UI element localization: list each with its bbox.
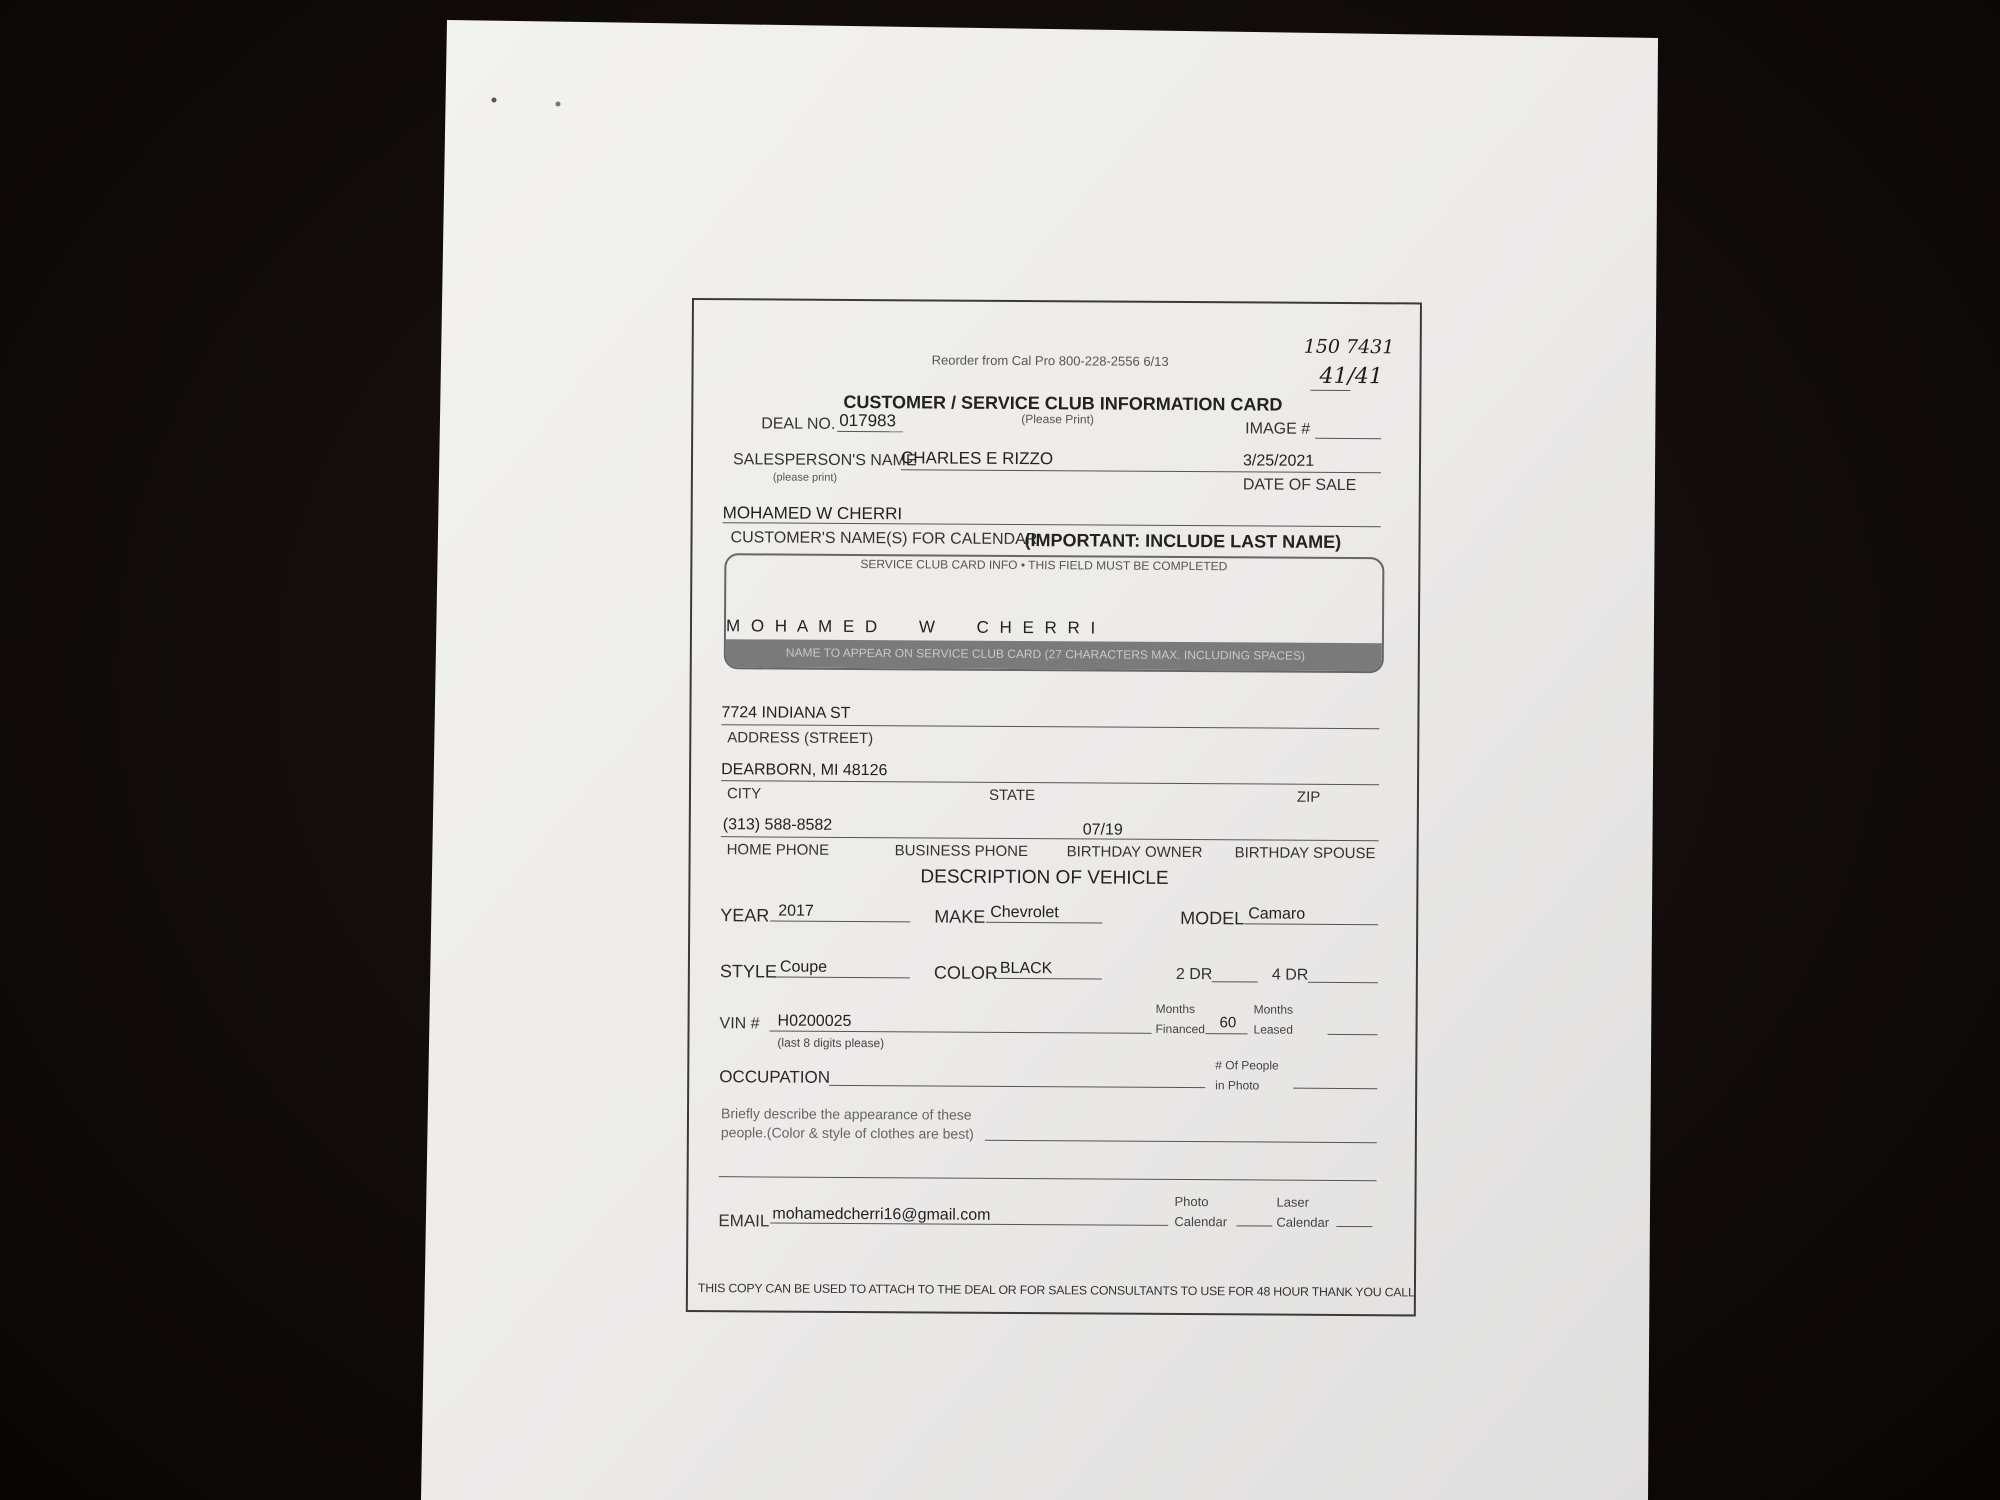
underline [1293,1088,1377,1090]
service-club-bar-text: NAME TO APPEAR ON SERVICE CLUB CARD (27 CHARACTERS MAX. INCLUDING SPACES) [785,645,1306,663]
salesperson-value: CHARLES E RIZZO [900,448,1054,469]
months-financed-label: Months [1155,1001,1196,1017]
model-label: MODEL [1180,907,1245,929]
underline [837,431,903,432]
underline [1310,390,1350,391]
underline [1244,923,1378,925]
underline [1206,1033,1248,1034]
underline [770,1222,1168,1225]
underline [901,469,1381,473]
birthday-owner-label: BIRTHDAY OWNER [1066,843,1203,862]
months-financed-value: 60 [1219,1014,1237,1032]
service-club-name-value: M O H A M E D W C H E R R I [725,616,1099,638]
reorder-text: Reorder from Cal Pro 800-228-2556 6/13 [931,352,1169,369]
underline [1236,1225,1272,1226]
address-label: ADDRESS (STREET) [727,729,874,748]
people-in-photo-label: in Photo [1215,1078,1260,1093]
color-value: BLACK [999,959,1053,978]
months-leased-label: Months [1253,1002,1294,1017]
zip-label: ZIP [1296,788,1321,806]
underline [1328,1034,1378,1035]
style-value: Coupe [779,958,828,976]
footer-note: THIS COPY CAN BE USED TO ATTACH TO THE DEAL OR FOR SALES CONSULTANTS TO USE FOR 48 HOUR THANK YOU CALL [697,1281,1415,1300]
birthday-owner-value: 07/19 [1082,821,1123,839]
underline [985,1140,1377,1143]
punch-mark [492,98,497,103]
please-print-note: (please print) [772,471,838,484]
date-of-sale-value: 3/25/2021 [1242,452,1315,470]
underline [770,920,910,922]
make-value: Chevrolet [990,903,1059,922]
vin-value: H0200025 [777,1012,852,1030]
underline [719,1176,1377,1181]
year-value: 2017 [778,902,814,920]
handwritten-note: 41/41 [1319,363,1384,390]
city-label: CITY [726,785,762,803]
date-of-sale-label: DATE OF SALE [1242,476,1357,495]
underline [723,522,1381,527]
state-label: STATE [988,786,1036,805]
home-phone-value: (313) 588-8582 [722,816,833,834]
underline [994,978,1102,980]
image-label: IMAGE # [1245,420,1311,438]
underline [1308,982,1378,983]
four-door-label: 4 DR [1271,966,1309,984]
underline [776,977,910,979]
email-value: mohamedcherri16@gmail.com [772,1205,991,1224]
underline [770,1030,1152,1033]
email-label: EMAIL [718,1211,770,1231]
underline [1315,438,1381,439]
home-phone-label: HOME PHONE [726,841,830,859]
service-club-info-label: SERVICE CLUB CARD INFO • THIS FIELD MUST BE COMPLETED [860,557,1228,574]
style-label: STYLE [719,961,777,982]
service-club-card [686,298,1422,1316]
customer-name-value: MOHAMED W CHERRI [722,503,903,524]
punch-mark [556,102,561,107]
card-title: CUSTOMER / SERVICE CLUB INFORMATION CARD [843,391,1283,415]
business-phone-label: BUSINESS PHONE [894,842,1029,861]
color-label: COLOR [933,962,998,983]
model-value: Camaro [1248,905,1306,923]
underline [829,1085,1205,1088]
underline [1212,981,1258,982]
vehicle-heading: DESCRIPTION OF VEHICLE [920,866,1169,889]
laser-calendar-label: Calendar [1276,1214,1330,1230]
customer-name-label: CUSTOMER'S NAME(S) FOR CALENDAR [730,529,1038,549]
service-club-bar [726,639,1382,671]
address-value: 7724 INDIANA ST [721,704,851,722]
describe-note: Briefly describe the appearance of these [720,1105,972,1123]
two-door-label: 2 DR [1175,965,1213,984]
deal-no-label: DEAL NO. [761,415,836,433]
months-financed-label: Financed [1155,1021,1205,1037]
handwritten-note: 150 7431 [1303,335,1395,359]
underline [986,922,1102,924]
city-value: DEARBORN, MI 48126 [721,761,888,780]
service-club-name-box [724,553,1385,673]
vin-label: VIN # [719,1015,760,1033]
please-print-note: (Please Print) [1021,412,1095,427]
year-label: YEAR [720,905,770,926]
underline [1336,1226,1372,1227]
birthday-spouse-label: BIRTHDAY SPOUSE [1234,844,1376,863]
describe-note: people.(Color & style of clothes are best) [720,1124,974,1142]
occupation-label: OCCUPATION [719,1067,831,1087]
important-note: (IMPORTANT: INCLUDE LAST NAME) [1024,530,1342,552]
salesperson-label: SALESPERSON'S NAME [732,451,917,470]
make-label: MAKE [934,906,986,927]
underline [721,724,1379,729]
deal-no-value: 017983 [839,410,897,431]
photo-calendar-label: Calendar [1174,1213,1228,1230]
underline [721,780,1379,785]
vin-note: (last 8 digits please) [777,1035,885,1051]
underline [721,836,1379,841]
months-leased-label: Leased [1253,1022,1293,1037]
people-in-photo-label: # Of People [1215,1058,1279,1073]
photo-calendar-label: Photo [1174,1193,1209,1210]
laser-calendar-label: Laser [1276,1194,1310,1210]
